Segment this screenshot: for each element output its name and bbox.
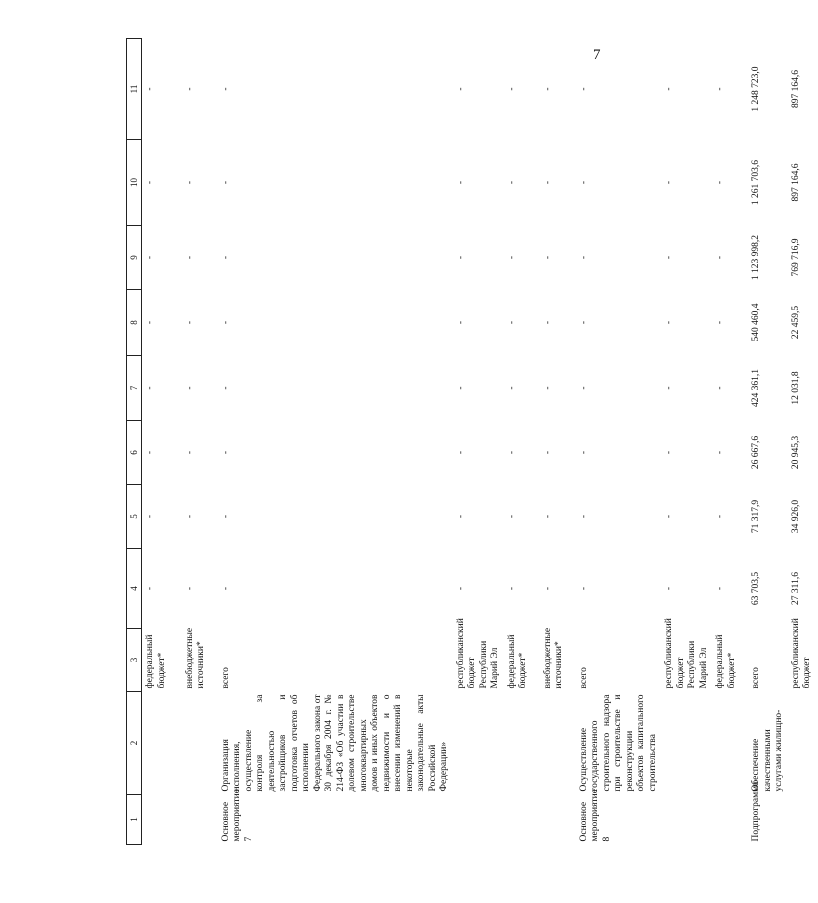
column-header-8: 8 [127,290,142,356]
cell-value: - [145,180,155,185]
column-header-1: 1 [127,795,142,845]
cell-value: - [506,180,517,185]
cell-program-level [504,795,540,845]
cell-value: - [455,255,466,260]
cell-value: - [715,255,725,260]
cell-funding-source: федеральный бюджет* [506,634,528,689]
cell-value: - [542,450,553,455]
cell-value: 540 460,4 [751,303,761,342]
cell-value: - [220,320,231,325]
cell-funding-source: республиканский бюджет Республики Марий Эл [455,618,500,689]
cell-value: - [542,320,553,325]
budget-table [126,38,818,845]
cell-value: - [506,320,517,325]
cell-program-level [788,795,818,845]
cell-name: Осуществление государственного строительного надзора при строительстве и реконструкции объектов капитального строительства [578,694,658,792]
cell-name [142,692,182,795]
table-row [218,39,453,845]
cell-value: - [184,87,195,91]
cell-funding-source: внебюджетные источники* [542,627,564,689]
cell-value: - [220,514,231,519]
cell-value: - [664,514,674,519]
cell-value: - [506,514,517,519]
cell-value: - [145,450,155,455]
cell-name [661,692,712,795]
cell-name: Организация исполнения, осуществление контроля за деятельностью застройщиков и подготовка отчетов об исполнении Федерального закона от 30 декабря 2004 г. № 214-ФЗ «Об участии в долевом строительстве многоквартирных домов и иных объектов недвижимости и о внесении изменений в некоторые законодательные акты Российской Федерации» [220,694,449,792]
cell-funding-source: всего [751,667,761,689]
cell-value: - [184,586,195,591]
cell-value: - [542,386,553,390]
rotated-table-container [126,39,812,845]
table-body [142,39,818,845]
cell-value: 20 945,3 [790,435,801,470]
cell-value: - [184,320,195,325]
cell-value: - [664,586,674,591]
cell-value: - [184,180,195,185]
cell-program-level: Подпрограмма [751,781,761,842]
cell-value: 1 123 998,2 [751,234,761,281]
cell-value: - [578,320,589,325]
column-header-4: 4 [127,549,142,629]
cell-value: - [542,255,553,260]
cell-value: - [664,320,674,325]
cell-value: - [715,514,725,519]
cell-value: - [506,87,517,91]
cell-value: - [145,514,155,519]
cell-funding-source: республиканский бюджет Республики Марий Эл [664,618,709,689]
cell-value: - [715,586,725,591]
table-row [576,39,662,845]
column-header-10: 10 [127,140,142,226]
cell-program-level [712,795,748,845]
cell-funding-source: федеральный бюджет* [145,634,167,689]
cell-value: 26 667,6 [751,435,761,470]
cell-program-level [540,795,576,845]
table-row [712,39,748,845]
header-row [127,39,142,845]
cell-value: - [455,514,466,519]
cell-value: - [220,180,231,185]
cell-value: 769 716,9 [790,238,801,277]
cell-name [712,692,748,795]
cell-value: 71 317,9 [751,499,761,534]
cell-value: - [542,514,553,519]
cell-program-level [182,795,218,845]
table-row [453,39,504,845]
cell-program-level [661,795,712,845]
cell-value: - [578,450,589,455]
cell-value: 897 164,6 [790,70,801,108]
cell-value: - [506,586,517,591]
cell-value: - [455,586,466,591]
cell-program-level: Основное мероприятие 8 [578,789,612,842]
cell-program-level [142,795,182,845]
column-header-9: 9 [127,226,142,290]
page-number: 7 [593,47,601,63]
cell-value: - [578,180,589,185]
cell-value: - [542,586,553,591]
cell-value: - [578,255,589,260]
cell-value: - [715,180,725,185]
cell-funding-source: внебюджетные источники* [184,627,206,689]
column-header-7: 7 [127,356,142,421]
table-row [540,39,576,845]
cell-value: - [455,320,466,325]
column-header-3: 3 [127,629,142,692]
cell-value: - [220,586,231,591]
cell-value: - [184,386,195,390]
cell-value: 27 311,6 [790,572,801,605]
cell-value: - [578,386,589,390]
cell-value: - [664,255,674,260]
column-header-6: 6 [127,421,142,485]
cell-value: 1 248 723,0 [751,66,761,112]
cell-funding-source: республиканский бюджет [790,618,812,689]
cell-value: - [220,87,231,91]
cell-value: - [715,87,725,91]
cell-name [453,692,504,795]
cell-value: - [715,386,725,390]
cell-value: - [220,450,231,455]
cell-value: - [184,514,195,519]
cell-value: - [455,180,466,185]
cell-funding-source: федеральный бюджет* [715,634,737,689]
cell-value: 63 703,5 [751,571,761,606]
cell-value: - [145,586,155,591]
cell-value: - [455,386,466,390]
cell-name [788,692,818,795]
cell-value: 12 031,8 [790,371,801,405]
cell-value: 1 261 703,6 [751,159,761,206]
cell-name: Обеспечение качественными услугами жилищно- [751,709,784,792]
cell-value: - [715,320,725,325]
cell-value: - [145,87,155,91]
column-header-11: 11 [127,39,142,140]
table-row [182,39,218,845]
cell-name [182,692,218,795]
cell-value: - [664,386,674,390]
cell-value: - [145,255,155,260]
cell-value: - [715,450,725,455]
cell-value: - [455,450,466,455]
cell-value: - [578,87,589,91]
cell-value: - [184,255,195,260]
cell-value: - [542,87,553,91]
cell-value: - [664,180,674,185]
cell-value: - [184,450,195,455]
cell-value: 424 361,1 [751,369,761,407]
table-row [661,39,712,845]
cell-value: 897 164,6 [790,163,801,202]
table-row [142,39,182,845]
cell-value: - [220,386,231,390]
table-row [788,39,818,845]
cell-value: - [145,320,155,325]
table-row [748,39,788,845]
cell-value: - [506,386,517,390]
cell-value: 34 926,0 [790,499,801,534]
cell-value: - [542,180,553,185]
cell-program-level [453,795,504,845]
cell-value: - [664,87,674,91]
cell-name [540,692,576,795]
cell-funding-source: всего [220,667,231,689]
column-header-2: 2 [127,692,142,795]
cell-value: - [578,514,589,519]
cell-value: - [455,87,466,91]
cell-program-level: Основное мероприятие 7 [220,789,254,842]
table-row [504,39,540,845]
cell-name [504,692,540,795]
cell-value: - [506,450,517,455]
cell-value: 22 459,5 [790,305,801,340]
cell-value: - [506,255,517,260]
cell-funding-source: всего [578,667,589,689]
cell-value: - [145,386,155,390]
cell-value: - [664,450,674,455]
cell-value: - [578,586,589,591]
cell-value: - [220,255,231,260]
column-header-5: 5 [127,485,142,549]
